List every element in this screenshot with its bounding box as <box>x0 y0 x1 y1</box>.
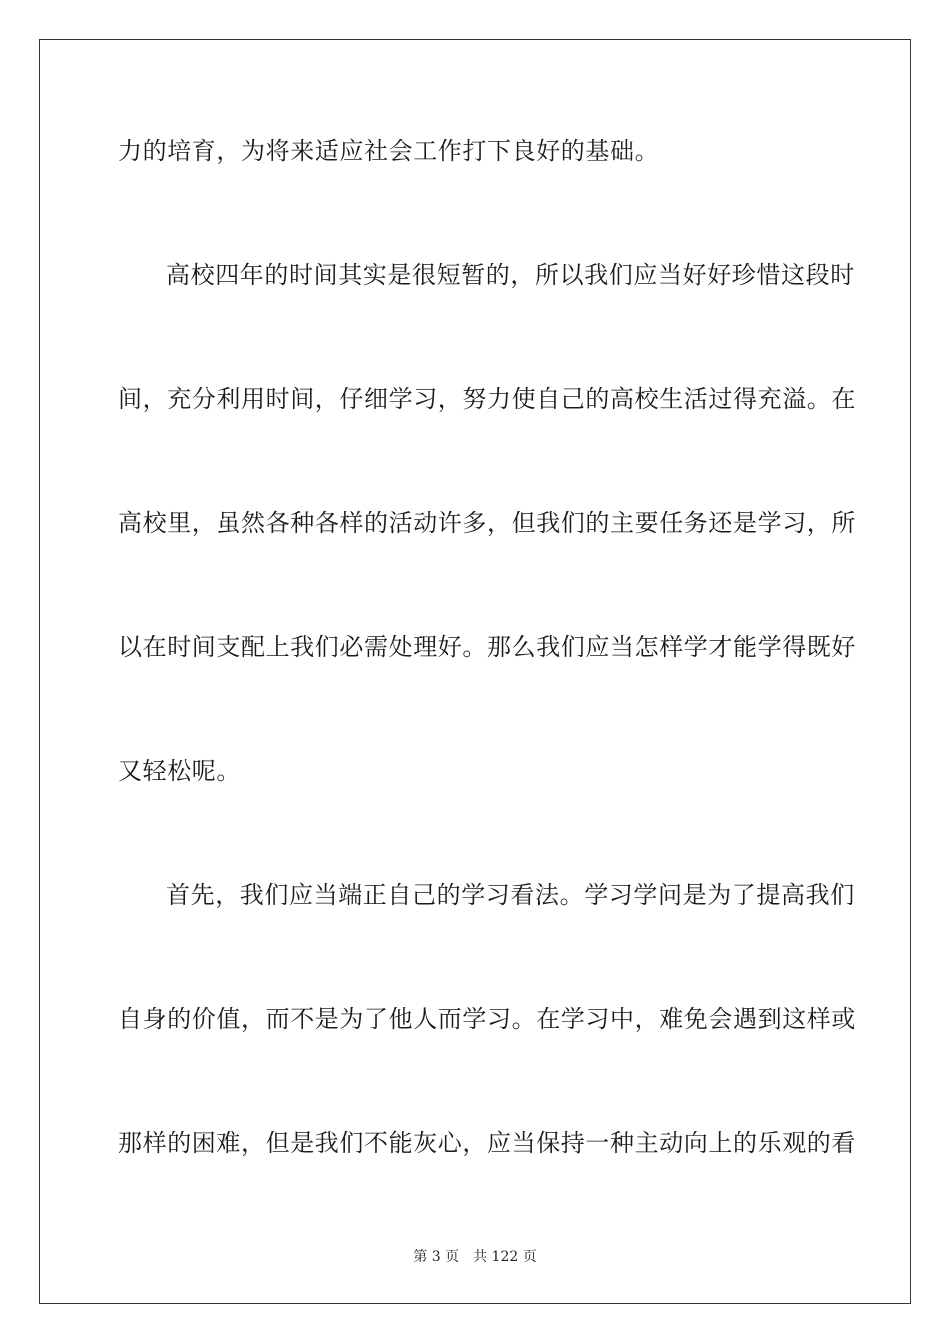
text-line-5: 以在时间支配上我们必需处理好。那么我们应当怎样学才能学得既好 <box>118 633 856 661</box>
text-line-7: 首先，我们应当端正自己的学习看法。学习学问是为了提高我们 <box>166 881 855 909</box>
page-total: 共 122 页 <box>473 1249 537 1265</box>
page-number: 第 3 页 <box>413 1249 460 1265</box>
text-line-8: 自身的价值，而不是为了他人而学习。在学习中，难免会遇到这样或 <box>118 1005 856 1033</box>
text-line-4: 高校里，虽然各种各样的活动许多，但我们的主要任务还是学习，所 <box>118 509 856 537</box>
text-line-9: 那样的困难，但是我们不能灰心，应当保持一种主动向上的乐观的看 <box>118 1129 856 1157</box>
page-footer <box>0 1248 950 1266</box>
text-line-3: 间，充分利用时间，仔细学习，努力使自己的高校生活过得充溢。在 <box>118 385 856 413</box>
text-line-1: 力的培育，为将来适应社会工作打下良好的基础。 <box>118 137 660 165</box>
page-border <box>39 39 911 1304</box>
text-line-2: 高校四年的时间其实是很短暂的，所以我们应当好好珍惜这段时 <box>166 261 855 289</box>
text-line-6: 又轻松呢。 <box>118 757 241 785</box>
